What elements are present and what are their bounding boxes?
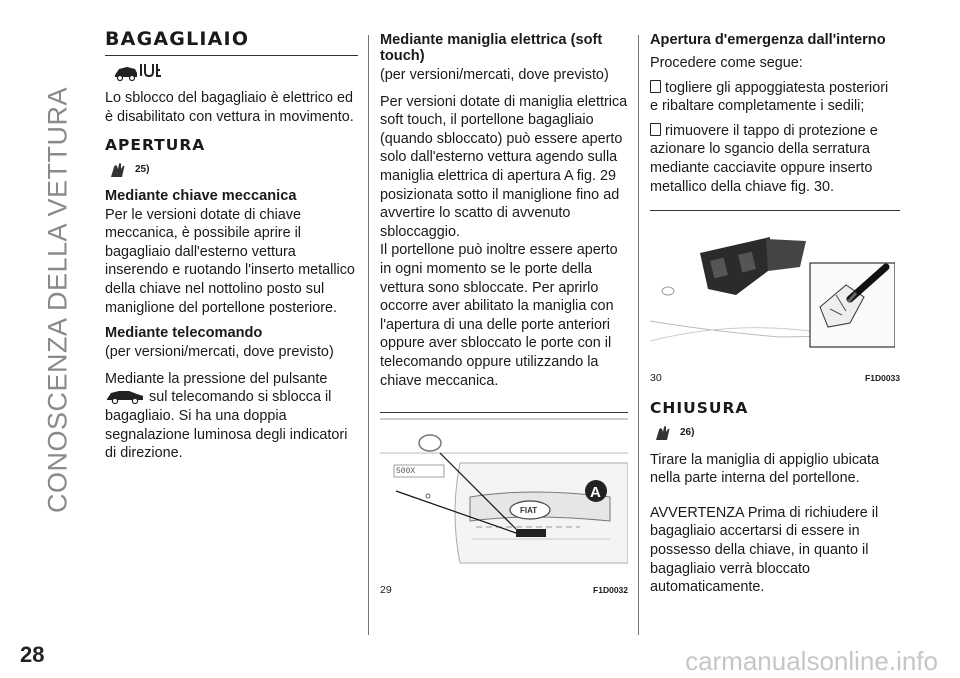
heading-chiave-meccanica: Mediante chiave meccanica [105, 187, 297, 204]
bullet-icon [650, 80, 661, 93]
warning-hand-icon [109, 161, 129, 179]
warning-hand-icon [654, 424, 674, 442]
warning-reference: 25) [109, 161, 358, 180]
heading-maniglia-elettrica: Mediante maniglia elettrica (soft touch) [380, 32, 603, 64]
figure-code: F1D0032 [593, 584, 628, 595]
heading-apertura: APERTURA [105, 136, 206, 155]
section-side-title: CONOSCENZA DELLA VETTURA [42, 86, 73, 514]
figure-30 [650, 210, 900, 387]
warning-reference: 26) [654, 424, 900, 443]
trunk-lock-illustration [650, 211, 895, 361]
column-3 [650, 30, 900, 603]
telecomando-text: Mediante la pressione del pulsante sul telecomando si sblocca il bagagliaio. Si ha una doppia segnalazione luminosa degli indicatori di direzione. [105, 370, 348, 462]
page-number: 28 [20, 642, 45, 667]
tailgate-handle-illustration [380, 413, 628, 573]
maniglia-para-2: Il portellone può inoltre essere aperto in ogni momento se le porte della vettura sono sbloccate. Per aprirlo occorre aver abilitato la maniglia con l'apertura di una delle porte anteriori oppure aver sbloccato le porte con il telecomando oppure utilizzando la chiave meccanica. [380, 242, 618, 389]
figure-number: 29 [380, 583, 392, 596]
column-divider [368, 35, 369, 635]
electric-unlock-icon [113, 60, 358, 88]
figure-number: 30 [650, 371, 662, 384]
maniglia-subtitle: (per versioni/mercati, dove previsto) [380, 67, 609, 83]
bullet-icon [650, 123, 661, 136]
heading-telecomando: Mediante telecomando [105, 325, 263, 342]
chiusura-text: Tirare la maniglia di appiglio ubicata nella parte interna del portellone. [650, 451, 880, 487]
fig-badge-text: FIAT [520, 506, 538, 516]
heading-apertura-emergenza: Apertura d'emergenza dall'interno [650, 32, 886, 48]
intro-text: Lo sblocco del bagagliaio è elettrico ed è disabilitato con vettura in movimento. [105, 90, 354, 125]
car-trunk-icon [105, 388, 145, 404]
procedure-intro: Procedere come segue: [650, 55, 803, 71]
chiave-text: Per le versioni dotate di chiave meccanica, è possibile aprire il bagagliaio dall'esterno vettura inserendo e ruotando l'inserto metallico della chiave nel nottolino posto sul maniglione del portellone posteriore. [105, 206, 355, 316]
section-title-bagagliaio: BAGAGLIAIO [105, 30, 358, 56]
column-2 [380, 30, 628, 599]
figure-29 [380, 412, 628, 599]
fig-logo-text: 500X [396, 467, 416, 477]
figure-code: F1D0033 [865, 372, 900, 383]
fig-callout-a: A [590, 484, 601, 502]
heading-chiusura: CHIUSURA [650, 399, 749, 418]
column-divider [638, 35, 639, 635]
maniglia-para-1: Per versioni dotate di maniglia elettrica soft touch, il portellone bagagliaio (quando sbloccato) può essere aperto solo dall'esterno vettura agendo sulla maniglia elettrica di apertura A fig. 29 posizionata sotto il maniglione fino ad avvertire lo scatto di avvenuto sbloccaggio. [380, 93, 628, 240]
column-1 [105, 30, 358, 469]
telecomando-subtitle: (per versioni/mercati, dove previsto) [105, 344, 334, 361]
watermark: carmanualsonline.info [685, 646, 938, 676]
avvertenza-text: AVVERTENZA Prima di richiudere il bagagliaio accertarsi di essere in possesso della chiave, in quanto il bagagliaio verrà bloccato automaticamente. [650, 504, 879, 596]
list-item: rimuovere il tappo di protezione e azionare lo sgancio della serratura mediante cacciavite oppure inserto metallico della chiave fig. 30. [650, 122, 878, 195]
list-item: togliere gli appoggiatesta posteriori e ribaltare completamente i sedili; [650, 79, 889, 115]
